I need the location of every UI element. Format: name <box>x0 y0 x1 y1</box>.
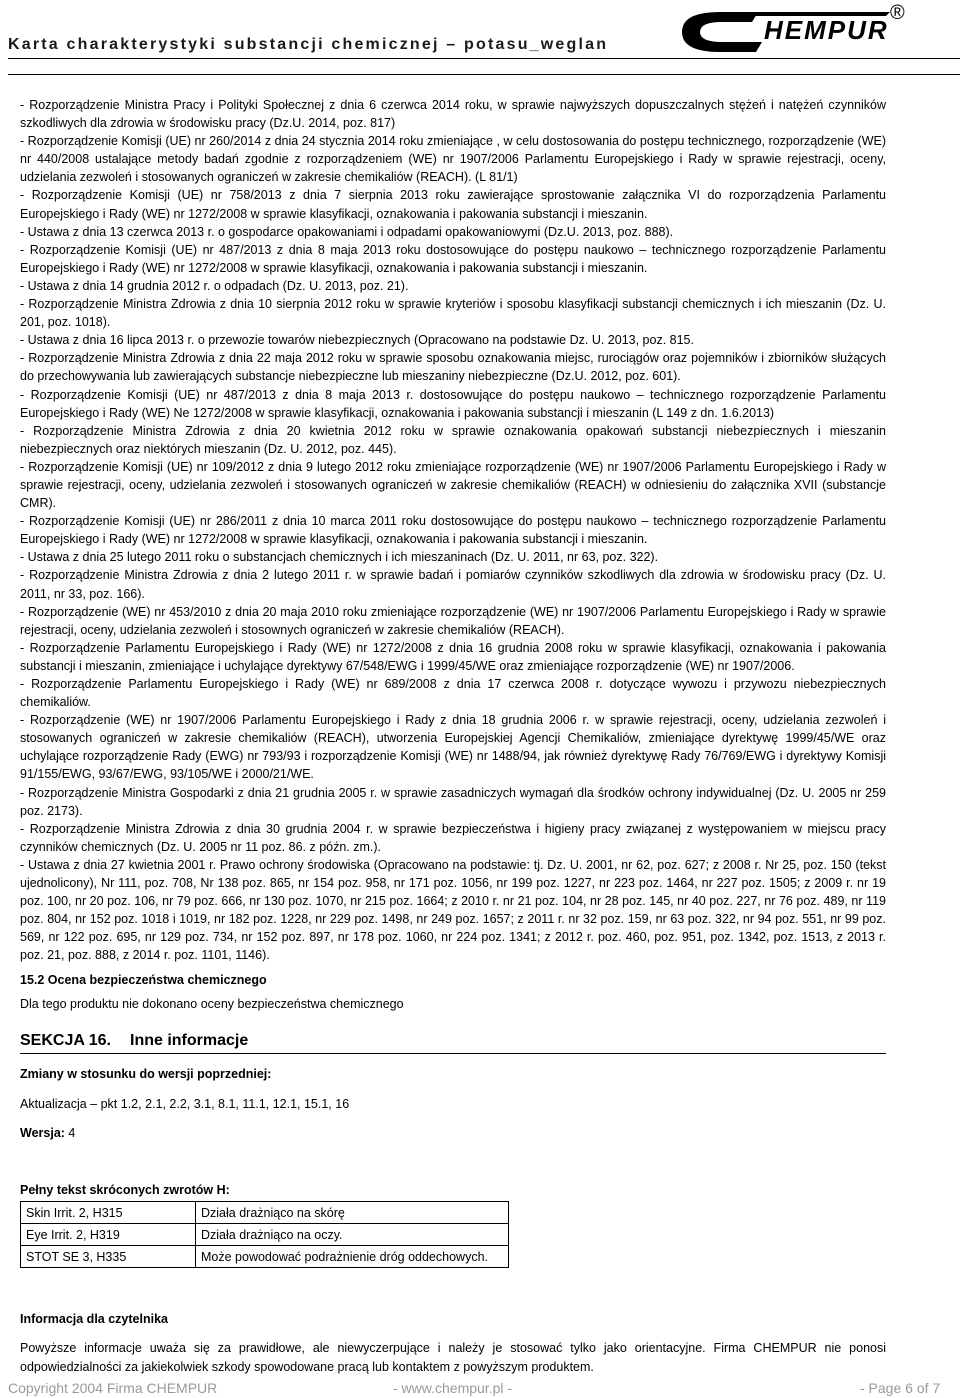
update-text: Aktualizacja – pkt 1.2, 2.1, 2.2, 3.1, 8.1, 11.1, 12.1, 15.1, 16 <box>20 1097 350 1111</box>
hazard-code: Eye Irrit. 2, H319 <box>21 1224 196 1246</box>
hazard-statements-label: Pełny tekst skróconych zwrotów H: <box>20 1183 230 1197</box>
regulation-item: - Rozporządzenie Komisji (UE) nr 109/2012 z dnia 9 lutego 2012 roku zmieniające rozporządzenie (WE) nr 1907/2006 Parlamentu Europejskiego i Rady w sprawie rejestracji, oceny, udzielania zezwoleń i stosowanych ograniczeń w zakresie chemikaliów (REACH) w odniesieniu do załącznika XVII (substancje CMR). <box>20 459 886 511</box>
regulation-item: - Ustawa z dnia 13 czerwca 2013 r. o gospodarce opakowaniami i odpadami opakowaniowymi (Dz.U. 2013, poz. 888). <box>20 224 674 239</box>
reader-info-label: Informacja dla czytelnika <box>20 1312 168 1326</box>
changes-label: Zmiany w stosunku do wersji poprzedniej: <box>20 1067 272 1081</box>
regulation-item: - Rozporządzenie Parlamentu Europejskiego i Rady (WE) nr 689/2008 z dnia 17 czerwca 2008 r. dotyczące wywozu i przywozu niebezpiecznych chemikaliów. <box>20 677 886 710</box>
section-16-heading <box>20 1032 886 1050</box>
regulation-item: - Ustawa z dnia 14 grudnia 2012 r. o odpadach (Dz. U. 2013, poz. 21). <box>20 278 409 293</box>
table-row <box>21 1246 509 1268</box>
regulation-item: - Rozporządzenie Komisji (UE) nr 260/2014 z dnia 24 stycznia 2014 roku zmieniające , w celu dostosowania do postępu technicznego, rozporządzenie (WE) nr 440/2008 ustalające metody badań zgodnie z rozporządzeniem (WE) nr 1907/2006 Parlamentu Europejskiego i Rady w sprawie rejestracji, oceny, udzielania zezwoleń i stosowanych ograniczeń w zakresie chemikaliów (REACH). (L 81/1) <box>20 134 886 185</box>
document-title: Karta charakterystyki substancji chemicznej – potasu_weglan <box>8 36 609 53</box>
regulation-item: - Rozporządzenie Komisji (UE) nr 758/2013 z dnia 7 sierpnia 2013 roku zawierające sprostowanie załącznika VI do rozporządzenia Parlamentu Europejskiego i Rady (WE) nr 1272/2008 w sprawie klasyfikacji, oznakowania i pakowania substancji i mieszanin. <box>20 188 886 221</box>
regulation-item: - Ustawa z dnia 16 lipca 2013 r. o przewozie towarów niebezpiecznych (Opracowano na podstawie Dz. U. 2013, poz. 815. <box>20 333 694 348</box>
table-row <box>21 1224 509 1246</box>
version-label: Wersja: <box>20 1126 65 1140</box>
regulation-item: - Rozporządzenie (WE) nr 453/2010 z dnia 20 maja 2010 roku zmieniające rozporządzenie (WE) nr 1907/2006 Parlamentu Europejskiego i Rady w sprawie rejestracji, oceny, udzielania zezwoleń i stosownych ograniczeń w zakresie chemikaliów (REACH). <box>20 604 886 637</box>
section-number: SEKCJA 16. <box>20 1032 111 1049</box>
hazard-text: Działa drażniąco na oczy. <box>196 1224 509 1246</box>
version-line <box>20 1126 75 1140</box>
section-title: Inne informacje <box>130 1032 249 1049</box>
section-15-2-heading: 15.2 Ocena bezpieczeństwa chemicznego <box>20 972 267 987</box>
section-15-2-text: Dla tego produktu nie dokonano oceny bezpieczeństwa chemicznego <box>20 996 404 1011</box>
regulation-item: - Rozporządzenie Ministra Zdrowia z dnia 10 sierpnia 2012 roku w sprawie kryteriów i sposobu klasyfikacji substancji chemicznych i ich mieszanin (Dz. U. 201, poz. 1018). <box>20 297 886 330</box>
hazard-text: Działa drażniąco na skórę <box>196 1202 509 1224</box>
header-divider-lower <box>8 74 960 75</box>
hazard-text: Może powodować podrażnienie dróg oddechowych. <box>196 1246 509 1268</box>
regulation-item: - Rozporządzenie Komisji (UE) nr 286/2011 z dnia 10 marca 2011 roku dostosowujące do postępu naukowo – technicznego rozporządzenie Parlamentu Europejskiego i Rady (WE) nr 1272/2008 w sprawie klasyfikacji, oznakowania i pakowania substancji i mieszanin. <box>20 514 886 547</box>
reader-info-text: Powyższe informacje uważa się za prawidłowe, ale niewyczerpujące i należy je stosować tylko jako orientacyjne. Firma CHEMPUR nie ponosi odpowiedzialności za jakiekolwiek szkody spowodowane pracą lub kontaktem z powyższym produktem. <box>20 1341 886 1374</box>
section-divider <box>20 1053 886 1054</box>
regulations-list <box>20 96 886 1013</box>
website-link[interactable]: - www.chempur.pl - <box>393 1380 513 1396</box>
regulation-item: - Rozporządzenie Ministra Zdrowia z dnia 22 maja 2012 roku w sprawie sposobu oznakowania miejsc, rurociągów oraz pojemników i zbiorników służących do przechowywania lub zawierających substancje niebezpieczne lub mieszaniny niebezpieczne (Dz.U. 2012, poz. 601). <box>20 351 886 384</box>
page-number: - Page 6 of 7 <box>860 1380 941 1396</box>
regulation-item: - Rozporządzenie Ministra Zdrowia z dnia 2 lutego 2011 r. w sprawie badań i pomiarów czynników szkodliwych dla zdrowia w środowisku pracy (Dz. U. 2011, nr 33, poz. 166). <box>20 568 886 601</box>
regulation-item: - Rozporządzenie Komisji (UE) nr 487/2013 z dnia 8 maja 2013 roku dostosowujące do postępu naukowo – technicznego rozporządzenie Parlamentu Europejskiego i Rady (WE) nr 1272/2008 w sprawie klasyfikacji, oznakowania i pakowania substancji i mieszanin. <box>20 242 886 275</box>
logo-text: HEMPUR <box>764 15 889 45</box>
regulation-item: - Rozporządzenie Ministra Gospodarki z dnia 21 grudnia 2005 r. w sprawie zasadniczych wymagań dla środków ochrony indywidualnej (Dz. U. 2005 nr 259 poz. 2173). <box>20 785 886 818</box>
regulation-item: - Rozporządzenie Ministra Pracy i Polityki Społecznej z dnia 6 czerwca 2014 roku, w sprawie najwyższych dopuszczalnych stężeń i natężeń czynników szkodliwych dla zdrowia w środowisku pracy (Dz.U. 2014, poz. 817) <box>20 98 886 131</box>
copyright-text: Copyright 2004 Firma CHEMPUR <box>8 1380 218 1396</box>
page-header <box>0 0 960 90</box>
regulation-item: - Rozporządzenie (WE) nr 1907/2006 Parlamentu Europejskiego i Rady z dnia 18 grudnia 2006 r. w sprawie rejestracji, oceny, udzielania zezwoleń i stosowanych ograniczeń w zakresie chemikaliów (REACH), utworzenia Europejskiej Agencji Chemikaliów, zmieniające dyrektywę 1999/45/WE oraz uchylające rozporządzenie Rady (EWG) nr 793/93 i rozporządzenie Komisji (WE) nr 1488/94, jak również dyrektywę Rady 76/769/EWG i dyrektywy Komisji 91/155/EWG, 93/67/EWG, 93/105/WE i 2000/21/WE. <box>20 713 886 782</box>
hazard-statements-table <box>20 1201 509 1268</box>
version-value: 4 <box>68 1126 76 1140</box>
regulation-item: - Rozporządzenie Ministra Zdrowia z dnia 30 grudnia 2004 r. w sprawie bezpieczeństwa i higieny pracy związanej z występowaniem w miejscu pracy czynników chemicznych (Dz. U. 2005 nr 11 poz. 86. z późn. zm.). <box>20 821 886 854</box>
table-row <box>21 1202 509 1224</box>
regulation-item: - Ustawa z dnia 25 lutego 2011 roku o substancjach chemicznych i ich mieszaninach (Dz. U. 2011, nr 63, poz. 322). <box>20 550 659 565</box>
regulation-item: - Rozporządzenie Komisji (UE) nr 487/2013 z dnia 8 maja 2013 r. dostosowujące do postępu naukowo – technicznego rozporządzenie Parlamentu Europejskiego i Rady (WE) Ne 1272/2008 w sprawie klasyfikacji, oznakowania i pakowania substancji i mieszanin (L 149 z dn. 1.6.2013) <box>20 387 886 420</box>
page-footer <box>0 1378 960 1398</box>
registered-mark: ® <box>890 2 905 24</box>
chempur-logo <box>660 2 960 60</box>
regulation-item: - Ustawa z dnia 27 kwietnia 2001 r. Prawo ochrony środowiska (Opracowano na podstawie: tj. Dz. U. 2001, nr 62, poz. 627; z 2008 r. Nr 25, poz. 150 (tekst ujednolicony), Nr 111, poz. 708, Nr 138 poz. 865, nr 154 poz. 958, nr 171 poz. 1056, nr 199 poz. 1227, nr 223 poz. 1464, nr 227 poz. 1505; z 2009 r. nr 19 poz. 100, nr 20 poz. 106, nr 79 poz. 666, nr 130 poz. 1070, nr 215 poz. 1664; z 2010 r. nr 21 poz. 104, nr 28 poz. 145, nr 40 poz. 227, nr 76 poz. 489, nr 119 poz. 804, nr 152 poz. 1018 i 1019, nr 182 poz. 1228, nr 229 poz. 1498, nr 249 poz. 1657; z 2011 r. nr 32 poz. 159, nr 63 poz. 322, nr 94 poz. 551, nr 99 poz. 569, nr 122 poz. 695, nr 129 poz. 734, nr 152 poz. 897, nr 178 poz. 1060, nr 224 poz. 1341; z 2012 r. poz. 460, poz. 951, poz. 1342, poz. 1513, z 2013 r. poz. 21, poz. 888, z 2014 r. poz. 1101, 1146). <box>20 857 886 963</box>
regulation-item: - Rozporządzenie Ministra Zdrowia z dnia 20 kwietnia 2012 roku w sprawie oznakowania opakowań substancji niebezpiecznych i mieszanin niebezpiecznych oraz niektórych mieszanin (Dz. U. 2012, poz. 445). <box>20 423 886 456</box>
header-divider <box>8 58 960 59</box>
hazard-code: Skin Irrit. 2, H315 <box>21 1202 196 1224</box>
regulation-item: - Rozporządzenie Parlamentu Europejskiego i Rady (WE) nr 1272/2008 z dnia 16 grudnia 2008 roku w sprawie klasyfikacji, oznakowania i pakowania substancji i mieszanin, zmieniające i uchylające dyrektywy 67/548/EWG i 1999/45/WE oraz zmieniające rozporządzenie (WE) nr 1907/2006. <box>20 640 886 673</box>
hazard-code: STOT SE 3, H335 <box>21 1246 196 1268</box>
